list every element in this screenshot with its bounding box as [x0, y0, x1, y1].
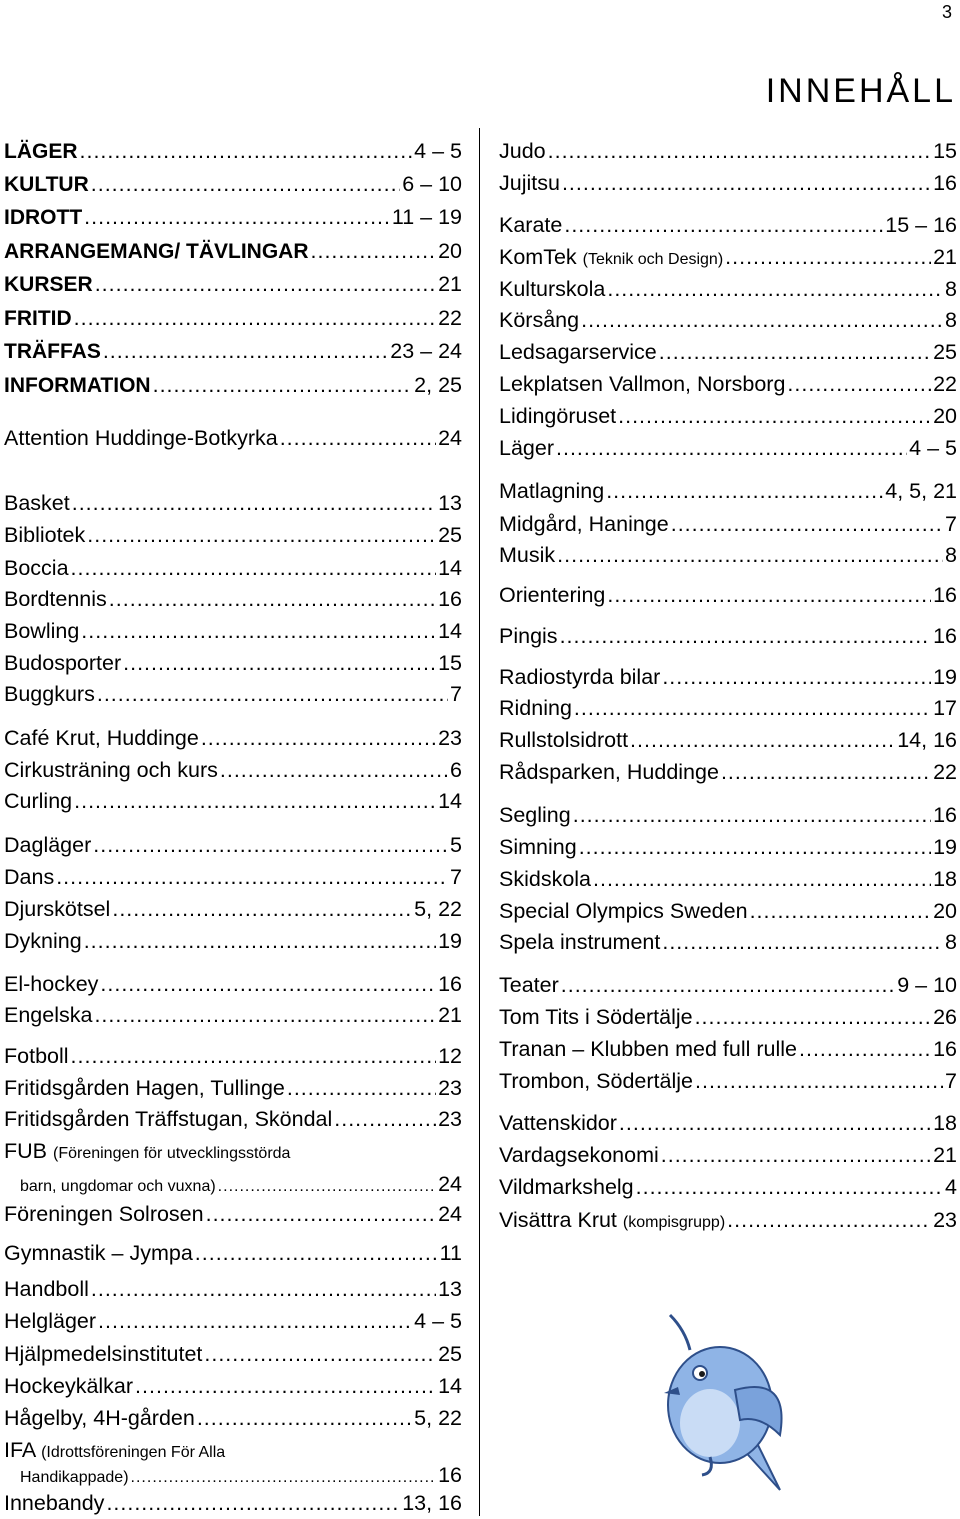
entry-pages: 24	[438, 1202, 462, 1226]
entry-title: Rådsparken, Huddinge	[499, 760, 719, 784]
entry-pages: 7	[450, 682, 462, 706]
entry-title: Dans	[4, 865, 55, 889]
entry-pages: 15	[933, 139, 957, 163]
entry-pages: 17	[933, 696, 957, 720]
dot-leader	[662, 929, 943, 955]
dot-leader	[659, 339, 931, 365]
index-entry[interactable]	[499, 170, 957, 196]
index-entry[interactable]	[499, 511, 957, 537]
entry-pages: 19	[933, 665, 957, 689]
index-entry[interactable]	[4, 1043, 462, 1069]
index-entry[interactable]	[499, 1174, 957, 1200]
index-entry[interactable]	[4, 1002, 462, 1028]
entry-pages: 22	[933, 760, 957, 784]
dot-leader	[662, 664, 931, 690]
entry-pages: 25	[438, 1342, 462, 1366]
entry-title: Tranan – Klubben med full rulle	[499, 1037, 797, 1061]
dot-leader	[787, 371, 931, 397]
index-entry[interactable]	[4, 1201, 462, 1227]
index-entry[interactable]	[499, 582, 957, 608]
entry-title: Kulturskola	[499, 277, 606, 301]
entry-pages: 23	[438, 1107, 462, 1131]
entry-title: Matlagning	[499, 479, 605, 503]
index-entry[interactable]	[4, 338, 462, 365]
index-entry[interactable]	[499, 244, 957, 273]
entry-title: Rullstolsidrott	[499, 728, 629, 752]
entry-pages: 7	[945, 1069, 957, 1093]
entry-pages: 5	[450, 833, 462, 857]
dot-leader	[573, 802, 931, 828]
index-entry[interactable]	[4, 928, 462, 954]
dot-leader	[220, 757, 448, 783]
dot-leader	[311, 238, 437, 264]
dot-leader	[94, 1002, 436, 1028]
entry-title: Dagläger	[4, 833, 92, 857]
entry-pages: 4 – 5	[414, 1309, 462, 1333]
entry-title: Skidskola	[499, 867, 592, 891]
index-entry[interactable]	[4, 618, 462, 644]
entry-pages: 6 – 10	[402, 172, 462, 196]
entry-pages: 25	[438, 523, 462, 547]
entry-title: Cirkusträning och kurs	[4, 758, 218, 782]
entry-title: Simning	[499, 835, 577, 859]
entry-title: Pingis	[499, 624, 558, 648]
entry-pages: 21	[438, 1003, 462, 1027]
index-entry[interactable]	[499, 1036, 957, 1062]
index-entry-fub-cont	[20, 1171, 462, 1200]
entry-title: Hockeykälkar	[4, 1374, 134, 1398]
entry-pages: 15 – 16	[885, 213, 957, 237]
dot-leader	[695, 1068, 943, 1094]
dot-leader	[197, 1405, 412, 1431]
entry-pages: 26	[933, 1005, 957, 1029]
index-entry[interactable]	[4, 271, 462, 298]
index-entry[interactable]	[499, 542, 957, 568]
entry-title: Teater	[499, 973, 559, 997]
index-entry[interactable]	[4, 788, 462, 814]
entry-title: Curling	[4, 789, 73, 813]
dot-leader	[71, 555, 437, 581]
dot-leader	[725, 244, 931, 270]
dot-leader	[135, 1373, 436, 1399]
index-entry[interactable]	[4, 864, 462, 890]
index-entry[interactable]	[499, 759, 957, 785]
entry-note: Handikappade)	[20, 1469, 129, 1486]
index-entry[interactable]	[499, 478, 957, 504]
entry-pages: 18	[933, 867, 957, 891]
entry-pages: 11 – 19	[391, 205, 462, 229]
index-entry[interactable]	[4, 971, 462, 997]
dot-leader	[561, 972, 895, 998]
dot-leader	[95, 271, 436, 297]
page-number: 3	[941, 2, 952, 22]
index-entry[interactable]	[4, 425, 462, 451]
entry-title: Special Olympics Sweden	[499, 899, 748, 923]
entry-title: Helgläger	[4, 1309, 97, 1333]
entry-title: INFORMATION	[4, 374, 151, 397]
dot-leader	[93, 832, 448, 858]
dot-leader	[206, 1201, 436, 1227]
entry-pages: 23 – 24	[390, 339, 462, 363]
entry-title: KURSER	[4, 273, 93, 296]
entry-pages: 24	[438, 426, 462, 450]
index-entry[interactable]	[4, 1308, 462, 1334]
index-entry[interactable]	[499, 276, 957, 302]
dot-leader	[661, 1142, 931, 1168]
entry-pages: 12	[438, 1044, 462, 1068]
dot-leader	[556, 435, 907, 461]
index-entry[interactable]	[499, 623, 957, 649]
entry-subtitle: (kompisgrupp)	[622, 1214, 726, 1231]
dot-leader	[195, 1240, 438, 1266]
entry-pages: 25	[933, 340, 957, 364]
entry-pages: 23	[438, 1076, 462, 1100]
entry-title: Trombon, Södertälje	[499, 1069, 693, 1093]
index-entry[interactable]	[499, 802, 957, 828]
dot-leader	[548, 138, 931, 164]
entry-pages: 21	[438, 272, 462, 296]
index-entry[interactable]	[4, 1106, 462, 1132]
entry-title: Orientering	[499, 583, 606, 607]
entry-pages: 16	[933, 171, 957, 195]
dot-leader	[564, 212, 883, 238]
entry-title: KomTek	[499, 245, 577, 269]
index-entry[interactable]	[4, 204, 462, 231]
dot-leader	[91, 171, 400, 197]
entry-title: Ledsagarservice	[499, 340, 657, 364]
entry-title: Vattenskidor	[499, 1111, 617, 1135]
entry-pages: 4 – 5	[909, 436, 957, 460]
index-entry[interactable]	[4, 1075, 462, 1101]
index-entry[interactable]	[499, 695, 957, 721]
entry-title: Vildmarkshelg	[499, 1175, 634, 1199]
entry-title: Djurskötsel	[4, 897, 111, 921]
entry-pages: 16	[438, 972, 462, 996]
index-entry[interactable]	[4, 1341, 462, 1367]
dot-leader	[74, 305, 436, 331]
entry-title: Radiostyrda bilar	[499, 665, 661, 689]
entry-pages: 15	[438, 651, 462, 675]
entry-title: Lekplatsen Vallmon, Norsborg	[499, 372, 786, 396]
index-entry[interactable]	[4, 522, 462, 548]
dot-leader	[71, 1043, 437, 1069]
dot-leader	[750, 898, 932, 924]
entry-title: FRITID	[4, 307, 72, 330]
index-entry[interactable]	[4, 1240, 462, 1266]
entry-pages: 23	[933, 1208, 957, 1232]
entry-pages: 7	[945, 512, 957, 536]
entry-pages: 21	[933, 1143, 957, 1167]
entry-title: Körsång	[499, 308, 580, 332]
entry-title: El-hockey	[4, 972, 99, 996]
entry-title: Basket	[4, 491, 70, 515]
dot-leader	[607, 276, 943, 302]
dot-leader	[636, 1174, 943, 1200]
index-entry[interactable]	[4, 757, 462, 783]
entry-title: Läger	[499, 436, 554, 460]
entry-title: Musik	[499, 543, 556, 567]
entry-title: LÄGER	[4, 140, 78, 163]
dot-leader	[84, 928, 436, 954]
entry-title: ARRANGEMANG/ TÄVLINGAR	[4, 240, 309, 263]
entry-title: Visättra Krut	[499, 1208, 617, 1232]
entry-title: IFA	[4, 1438, 36, 1462]
dot-leader	[562, 170, 931, 196]
dot-leader	[56, 864, 448, 890]
index-entry[interactable]	[499, 1207, 957, 1236]
entry-pages: 14	[438, 1374, 462, 1398]
index-entry[interactable]	[4, 1490, 462, 1516]
dot-leader	[579, 834, 931, 860]
entry-pages: 4, 5, 21	[885, 479, 957, 503]
entry-title: Karate	[499, 213, 563, 237]
index-entry[interactable]	[499, 834, 957, 860]
entry-title: Jujitsu	[499, 171, 560, 195]
dot-leader	[123, 650, 436, 676]
entry-pages: 22	[438, 306, 462, 330]
dot-leader	[100, 971, 436, 997]
entry-pages: 16	[933, 803, 957, 827]
entry-pages: 8	[945, 277, 957, 301]
index-entry[interactable]	[4, 372, 462, 399]
index-entry[interactable]	[499, 929, 957, 955]
entry-title: Boccia	[4, 556, 69, 580]
dot-leader	[204, 1341, 436, 1367]
dot-leader	[557, 542, 943, 568]
dot-leader	[131, 1465, 437, 1491]
entry-title: Innebandy	[4, 1491, 105, 1515]
entry-pages: 22	[933, 372, 957, 396]
dot-leader	[81, 618, 436, 644]
entry-pages: 5, 22	[414, 897, 462, 921]
entry-pages: 6	[450, 758, 462, 782]
dot-leader	[84, 204, 390, 230]
dot-leader	[560, 623, 932, 649]
entry-title: Bibliotek	[4, 523, 86, 547]
dot-leader	[103, 338, 388, 364]
dot-leader	[619, 1110, 931, 1136]
dot-leader	[109, 586, 436, 612]
entry-pages: 8	[945, 930, 957, 954]
entry-note: (Föreningen för utvecklingsstörda	[52, 1145, 291, 1162]
entry-pages: 7	[450, 865, 462, 889]
entry-title: Spela instrument	[499, 930, 661, 954]
index-entry[interactable]	[4, 555, 462, 581]
entry-pages: 2, 25	[414, 373, 462, 397]
index-entry[interactable]	[4, 586, 462, 612]
index-entry[interactable]	[4, 650, 462, 676]
index-entry[interactable]	[4, 1276, 462, 1302]
dot-leader	[618, 403, 931, 429]
entry-pages: 23	[438, 726, 462, 750]
entry-pages: 16	[933, 1037, 957, 1061]
entry-title: Attention Huddinge-Botkyrka	[4, 426, 278, 450]
entry-title: Fritidsgården Träffstugan, Sköndal	[4, 1107, 333, 1131]
entry-pages: 13	[438, 491, 462, 515]
index-entry[interactable]	[499, 1068, 957, 1094]
entry-pages: 14, 16	[897, 728, 957, 752]
bird-illustration	[640, 1295, 800, 1495]
entry-note: (Idrottsföreningen För Alla	[41, 1444, 226, 1461]
dot-leader	[91, 1276, 436, 1302]
index-entry[interactable]	[499, 403, 957, 429]
entry-title: Budosporter	[4, 651, 122, 675]
index-entry[interactable]	[4, 1373, 462, 1399]
dot-leader	[607, 582, 931, 608]
entry-pages: 14	[438, 789, 462, 813]
dot-leader	[97, 681, 448, 707]
index-entry[interactable]	[4, 238, 462, 265]
index-entry[interactable]	[499, 972, 957, 998]
index-entry[interactable]	[4, 1405, 462, 1431]
index-entry[interactable]	[499, 664, 957, 690]
entry-pages: 16	[933, 624, 957, 648]
index-entry[interactable]	[4, 832, 462, 858]
entry-pages: 4 – 5	[414, 139, 462, 163]
entry-pages: 24	[438, 1172, 462, 1196]
entry-pages: 19	[438, 929, 462, 953]
index-entry[interactable]	[499, 1142, 957, 1168]
index-entry[interactable]	[4, 896, 462, 922]
entry-title: Segling	[499, 803, 571, 827]
index-entry[interactable]	[499, 212, 957, 238]
entry-pages: 13	[438, 1277, 462, 1301]
entry-title: Fritidsgården Hagen, Tullinge	[4, 1076, 285, 1100]
entry-pages: 13, 16	[402, 1491, 462, 1515]
index-entry[interactable]	[499, 898, 957, 924]
index-entry[interactable]	[4, 681, 462, 707]
entry-title: Bowling	[4, 619, 80, 643]
dot-leader	[201, 725, 436, 751]
entry-pages: 16	[933, 583, 957, 607]
page-heading: INNEHÅLL	[765, 72, 956, 110]
index-entry[interactable]	[499, 371, 957, 397]
dot-leader	[106, 1490, 400, 1516]
dot-leader	[74, 788, 436, 814]
dot-leader	[287, 1075, 436, 1101]
entry-title: Engelska	[4, 1003, 93, 1027]
entry-pages: 11	[439, 1241, 462, 1265]
dot-leader	[98, 1308, 412, 1334]
dot-leader	[280, 425, 436, 451]
dot-leader	[87, 522, 436, 548]
index-entry[interactable]	[4, 305, 462, 332]
entry-pages: 20	[438, 239, 462, 263]
entry-title: Bordtennis	[4, 587, 107, 611]
dot-leader	[799, 1036, 931, 1062]
entry-title: KULTUR	[4, 173, 89, 196]
entry-title: Judo	[499, 139, 546, 163]
entry-pages: 9 – 10	[897, 973, 957, 997]
entry-subtitle: (Teknik och Design)	[582, 251, 724, 268]
index-entry[interactable]	[499, 727, 957, 753]
index-entry[interactable]	[4, 138, 462, 165]
index-entry[interactable]	[499, 307, 957, 333]
index-entry[interactable]	[4, 171, 462, 198]
entry-title: TRÄFFAS	[4, 340, 101, 363]
dot-leader	[593, 866, 931, 892]
dot-leader	[671, 511, 943, 537]
bird-crest	[670, 1315, 690, 1350]
entry-title: FUB	[4, 1139, 47, 1163]
dot-leader	[721, 759, 931, 785]
index-entry[interactable]	[4, 490, 462, 516]
entry-title: IDROTT	[4, 206, 83, 229]
dot-leader	[727, 1207, 931, 1233]
dot-leader	[581, 307, 943, 333]
index-entry[interactable]	[499, 1110, 957, 1136]
entry-pages: 8	[945, 308, 957, 332]
index-entry[interactable]	[499, 339, 957, 365]
dot-leader	[630, 727, 895, 753]
bird-belly	[680, 1389, 740, 1457]
dot-leader	[112, 896, 412, 922]
entry-title: Buggkurs	[4, 682, 95, 706]
entry-title: Fotboll	[4, 1044, 69, 1068]
column-divider	[479, 128, 480, 1516]
entry-pages: 19	[933, 835, 957, 859]
dot-leader	[72, 490, 436, 516]
index-entry[interactable]	[4, 725, 462, 751]
dot-leader	[695, 1004, 932, 1030]
index-entry-ifa-cont	[20, 1462, 462, 1491]
entry-pages: 20	[933, 899, 957, 923]
dot-leader	[334, 1106, 436, 1132]
index-entry[interactable]	[499, 1004, 957, 1030]
entry-title: Café Krut, Huddinge	[4, 726, 199, 750]
entry-pages: 8	[945, 543, 957, 567]
index-entry[interactable]	[499, 435, 957, 461]
dot-leader	[574, 695, 931, 721]
entry-title: Ridning	[499, 696, 572, 720]
entry-pages: 14	[438, 619, 462, 643]
entry-title: Dykning	[4, 929, 82, 953]
entry-note: barn, ungdomar och vuxna)	[20, 1178, 216, 1195]
entry-title: Lidingöruset	[499, 404, 617, 428]
entry-pages: 20	[933, 404, 957, 428]
entry-pages: 5, 22	[414, 1406, 462, 1430]
index-entry[interactable]	[499, 138, 957, 164]
dot-leader	[218, 1174, 436, 1200]
dot-leader	[606, 478, 883, 504]
entry-title: Föreningen Solrosen	[4, 1202, 204, 1226]
entry-title: Midgård, Haninge	[499, 512, 669, 536]
entry-pages: 14	[438, 556, 462, 580]
entry-title: Tom Tits i Södertälje	[499, 1005, 693, 1029]
dot-leader	[153, 372, 413, 398]
entry-title: Handboll	[4, 1277, 89, 1301]
entry-title: Hågelby, 4H-gården	[4, 1406, 195, 1430]
entry-title: Vardagsekonomi	[499, 1143, 659, 1167]
entry-pages: 16	[438, 1463, 462, 1487]
entry-title: Hjälpmedelsinstitutet	[4, 1342, 203, 1366]
index-entry[interactable]	[499, 866, 957, 892]
index-entry-fub[interactable]	[4, 1138, 462, 1167]
entry-title: Gymnastik – Jympa	[4, 1241, 193, 1265]
dot-leader	[80, 138, 413, 164]
entry-pages: 16	[438, 587, 462, 611]
entry-pages: 4	[945, 1175, 957, 1199]
entry-pages: 21	[933, 245, 957, 269]
entry-pages: 18	[933, 1111, 957, 1135]
